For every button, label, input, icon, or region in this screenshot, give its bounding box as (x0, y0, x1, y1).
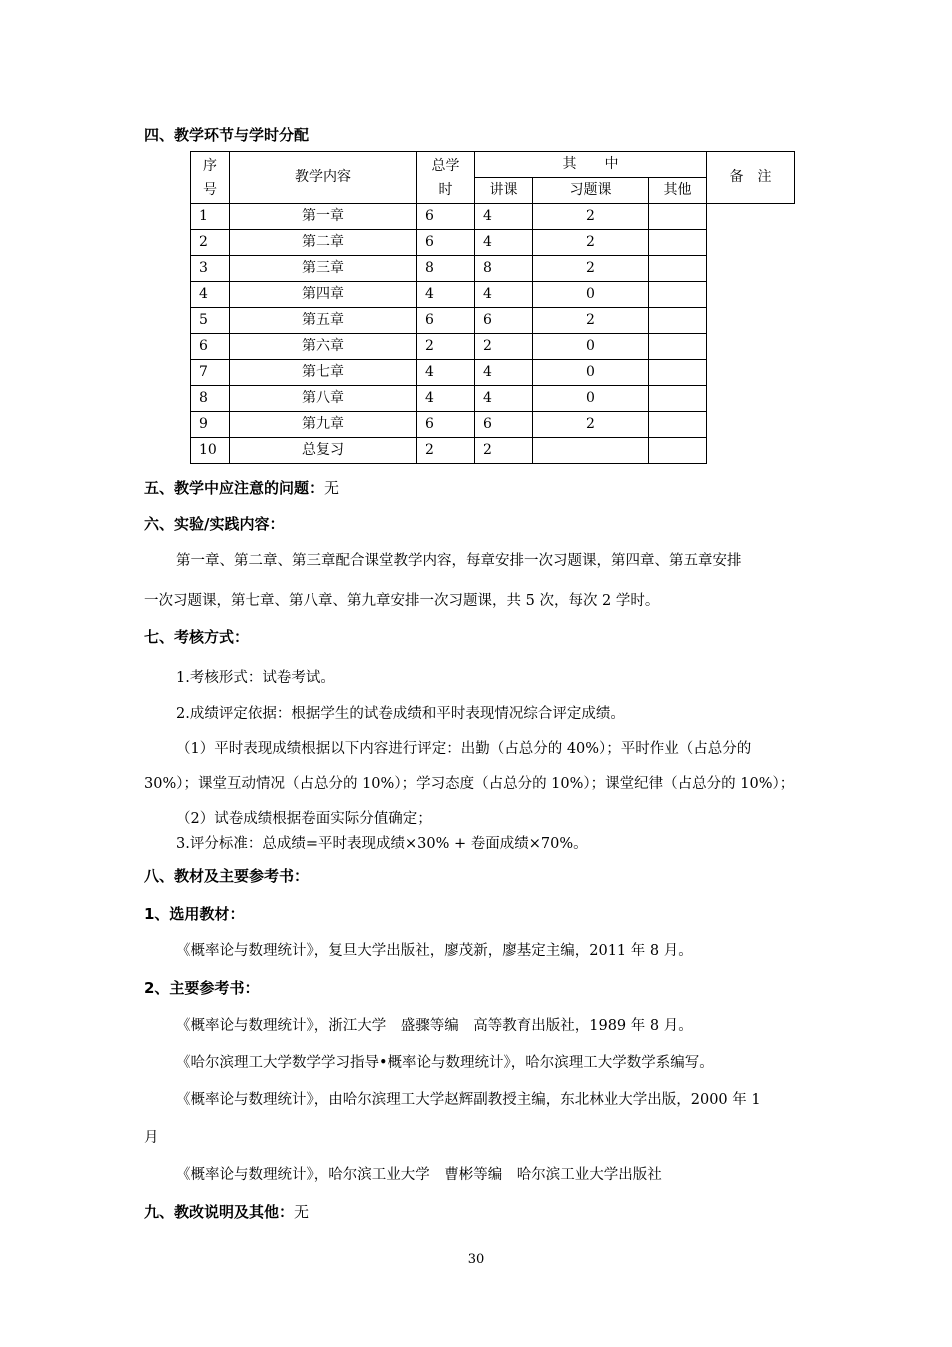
cell-other (649, 282, 707, 308)
section9-title (144, 1201, 309, 1222)
cell-other (649, 438, 707, 464)
page-number: 30 (467, 1252, 485, 1267)
cell-exercise: 2 (533, 256, 649, 282)
cell-other (649, 360, 707, 386)
cell-lecture: 4 (475, 204, 533, 230)
cell-content: 第八章 (230, 386, 417, 412)
section5-value: 无 (324, 479, 340, 497)
cell-content: 第四章 (230, 282, 417, 308)
cell-exercise: 0 (533, 360, 649, 386)
table-row (191, 256, 795, 282)
header-exercise: 习题课 (533, 178, 649, 204)
header-among: 其 中 (475, 152, 707, 178)
section5-label: 五、教学中应注意的问题： (144, 479, 325, 497)
section7-item2a-line1: （1）平时表现成绩根据以下内容进行评定：出勤（占总分的 40%）；平时作业（占总分的 (176, 741, 752, 757)
cell-no: 6 (191, 334, 230, 360)
section7-item2b: （2）试卷成绩根据卷面实际分值确定； (176, 811, 432, 827)
section4-title: 四、教学环节与学时分配 (144, 126, 310, 144)
table-row (191, 438, 795, 464)
header-remark (707, 152, 795, 204)
cell-exercise (533, 438, 649, 464)
reference-3-line2: 月 (144, 1130, 159, 1146)
cell-other (649, 386, 707, 412)
cell-content: 第五章 (230, 308, 417, 334)
cell-no: 5 (191, 308, 230, 334)
cell-content: 第七章 (230, 360, 417, 386)
section6-line2: 一次习题课，第七章、第八章、第九章安排一次习题课，共 5 次，每次 2 学时。 (144, 593, 660, 609)
cell-exercise: 0 (533, 386, 649, 412)
header-lecture: 讲课 (475, 178, 533, 204)
cell-other (649, 412, 707, 438)
section5-title (144, 477, 339, 498)
cell-content: 第六章 (230, 334, 417, 360)
cell-lecture: 4 (475, 230, 533, 256)
section8-sub2-title: 2、主要参考书： (144, 979, 260, 997)
cell-other (649, 334, 707, 360)
table-row (191, 282, 795, 308)
cell-exercise: 2 (533, 204, 649, 230)
table-row (191, 230, 795, 256)
section7-item2a-line2: 30%）；课堂互动情况（占总分的 10%）；学习态度（占总分的 10%）；课堂纪律（占总分的 10%）； (144, 776, 795, 792)
cell-no: 10 (191, 438, 230, 464)
section9-value: 无 (294, 1203, 310, 1221)
cell-content: 总复习 (230, 438, 417, 464)
cell-lecture: 4 (475, 386, 533, 412)
cell-other (649, 204, 707, 230)
table-header-row (191, 152, 795, 178)
hours-table (190, 151, 795, 464)
cell-other (649, 230, 707, 256)
cell-other (649, 308, 707, 334)
header-seq (191, 152, 230, 204)
cell-exercise: 2 (533, 412, 649, 438)
cell-content: 第一章 (230, 204, 417, 230)
table-row (191, 386, 795, 412)
cell-lecture: 2 (475, 334, 533, 360)
table-row (191, 204, 795, 230)
section7-title: 七、考核方式： (144, 628, 250, 646)
table-row (191, 360, 795, 386)
reference-4: 《概率论与数理统计》，哈尔滨工业大学 曹彬等编 哈尔滨工业大学出版社 (176, 1167, 662, 1183)
cell-total: 6 (417, 412, 475, 438)
cell-total: 4 (417, 386, 475, 412)
section7-item3: 3.评分标准：总成绩=平时表现成绩×30% + 卷面成绩×70%。 (176, 836, 588, 852)
section7-item2: 2.成绩评定依据：根据学生的试卷成绩和平时表现情况综合评定成绩。 (176, 706, 625, 722)
header-remark-label: 备 注 (729, 169, 772, 185)
cell-exercise: 2 (533, 308, 649, 334)
cell-lecture: 6 (475, 308, 533, 334)
cell-no: 3 (191, 256, 230, 282)
section8-sub1-item: 《概率论与数理统计》，复旦大学出版社，廖茂新，廖基定主编，2011 年 8 月。 (176, 943, 693, 959)
cell-no: 2 (191, 230, 230, 256)
cell-content: 第二章 (230, 230, 417, 256)
cell-total: 4 (417, 360, 475, 386)
cell-no: 1 (191, 204, 230, 230)
cell-exercise: 0 (533, 334, 649, 360)
reference-1: 《概率论与数理统计》，浙江大学 盛骤等编 高等教育出版社，1989 年 8 月。 (176, 1018, 693, 1034)
cell-other (649, 256, 707, 282)
table-row (191, 412, 795, 438)
header-seq-bottom: 号 (203, 181, 217, 198)
header-total-bottom: 时 (438, 181, 453, 198)
cell-content: 第三章 (230, 256, 417, 282)
section9-label: 九、教改说明及其他： (144, 1203, 295, 1221)
cell-no: 8 (191, 386, 230, 412)
section8-sub1-title: 1、选用教材： (144, 905, 245, 923)
cell-lecture: 2 (475, 438, 533, 464)
table-row (191, 334, 795, 360)
header-total-top: 总学 (431, 157, 460, 174)
section7-item1: 1.考核形式：试卷考试。 (176, 670, 335, 686)
header-content: 教学内容 (230, 152, 417, 204)
header-total (417, 152, 475, 204)
cell-no: 4 (191, 282, 230, 308)
header-seq-top: 序 (203, 157, 217, 174)
cell-total: 6 (417, 308, 475, 334)
table-row (191, 308, 795, 334)
cell-total: 2 (417, 334, 475, 360)
cell-no: 9 (191, 412, 230, 438)
cell-total: 8 (417, 256, 475, 282)
cell-no: 7 (191, 360, 230, 386)
cell-lecture: 4 (475, 282, 533, 308)
cell-lecture: 4 (475, 360, 533, 386)
section6-line1: 第一章、第二章、第三章配合课堂教学内容，每章安排一次习题课，第四章、第五章安排 (176, 553, 742, 569)
cell-exercise: 0 (533, 282, 649, 308)
reference-2: 《哈尔滨理工大学数学学习指导•概率论与数理统计》，哈尔滨理工大学数学系编写。 (176, 1055, 714, 1071)
cell-total: 6 (417, 204, 475, 230)
cell-total: 2 (417, 438, 475, 464)
cell-exercise: 2 (533, 230, 649, 256)
cell-content: 第九章 (230, 412, 417, 438)
header-other: 其他 (649, 178, 707, 204)
section6-title: 六、实验/实践内容： (144, 515, 285, 533)
reference-3-line1: 《概率论与数理统计》，由哈尔滨理工大学赵辉副教授主编，东北林业大学出版，2000 年 1 (176, 1092, 761, 1108)
section8-title: 八、教材及主要参考书： (144, 867, 310, 885)
cell-total: 6 (417, 230, 475, 256)
cell-lecture: 8 (475, 256, 533, 282)
cell-lecture: 6 (475, 412, 533, 438)
cell-total: 4 (417, 282, 475, 308)
